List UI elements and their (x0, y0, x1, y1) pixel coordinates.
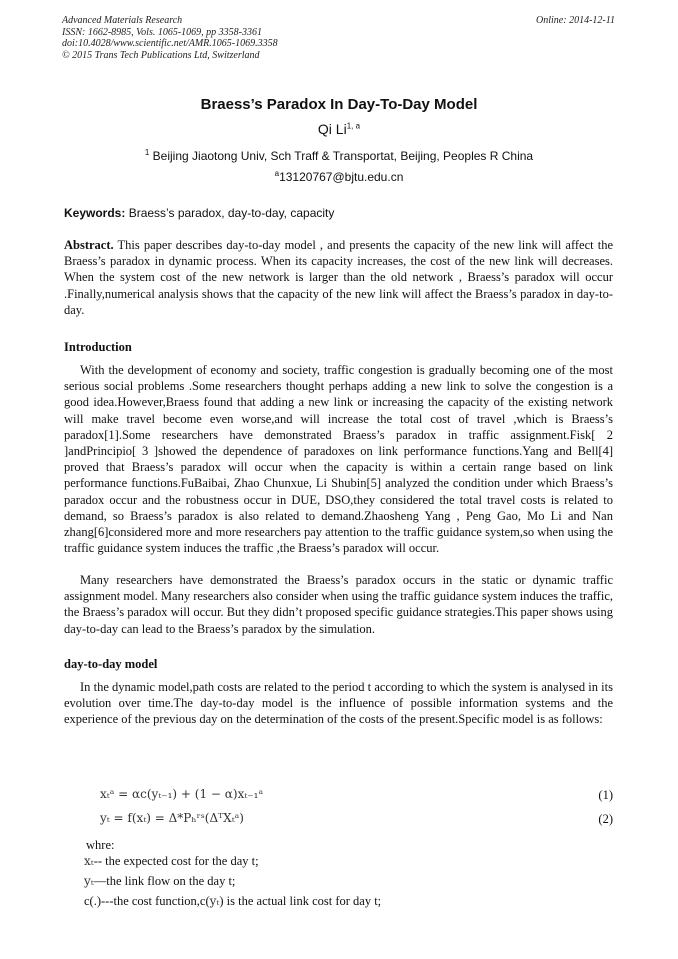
def1-symbol: xₜ (84, 854, 94, 868)
model-paragraph-1: In the dynamic model,path costs are related to the period t according to which the system is analysed in its evolution over time.The day-to-day model is the influence of possible information systems and the experience of the previous day on the determination of the costs of the present.Specific model is as follows: (64, 680, 613, 727)
introduction-heading: Introduction (64, 340, 132, 354)
email-mark: a (274, 169, 280, 178)
abstract-text: This paper describes day-to-day model , and presents the capacity of the new link will affect the Braess’s paradox in dynamic process. When its capacity increases, the cost of the new link will decreases. When the system cost of the new network is larger than the old network , Braess’s paradox will occur .Finally,numerical analysis shows that the capacity of the new link will affect the Braess’s paradox in day-to-day. (64, 238, 614, 317)
email-line (0, 170, 678, 184)
def3-pre: c(.)---the cost function,c( (84, 894, 210, 908)
introduction-paragraph-1: With the development of economy and society, traffic congestion is gradually becoming one of the most serious social problems .Some researchers thought perhaps adding a new link to solve the congestion is a good idea.However,Braess found that adding a new link or increasing the capacity of the existing network will make travel become even worse,and will increase the total cost of travel ,which is Braess’s paradox[1].Some researchers have demonstrated Braess’s paradox in traffic assignment.Fisk[ 2 ]andPrincipio[ 3 ]showed the dependence of paradoxes on link performance functions.Yang and Bell[4] proved that Braess’s paradox will occur when the capacity is within a certain range based on link performance functions.FuBaibai, Zhao Chunxue, Li Shubin[5] analyzed the condition under which Braess’s paradox occur and the robustness occur in DUE, DSO,they considered the total travel costs is related to demand, so Braess’s paradox is also related to demand.Zhaosheng Yang , Peng Gao, Mo Li and Nan zhang[6]considered more and more researchers pay attention to the traffic guidance system,so when using the traffic guidance system induces the traffic ,the Braess’s paradox will occur. (64, 363, 613, 556)
abstract-label: Abstract. (64, 238, 114, 252)
def3-post: ) is the actual link cost for day t; (219, 894, 382, 908)
email-address: 13120767@bjtu.edu.cn (279, 170, 404, 184)
keywords-label: Keywords: (64, 206, 126, 220)
introduction-paragraph-2: Many researchers have demonstrated the Braess’s paradox occurs in the static or dynamic traffic assignment model. Many researchers also consider when using the traffic guidance system induces the traffic, the Braess’s paradox will occur. But they didn’t proposed specific guidance strategies.This paper shows using day-to-day can lead to the Braess’s paradox by the simulation. (64, 573, 613, 636)
keywords (64, 206, 334, 220)
equation-2: yₜ = f(xₜ) = Δ*Pₕʳˢ(ΔᵀXₜᵃ) (100, 811, 244, 825)
def2-text: —the link flow on the day t; (93, 874, 236, 888)
equation-1-number: (1) (598, 788, 613, 802)
definition-3 (84, 894, 381, 909)
def1-text: -- the expected cost for the day t; (93, 854, 259, 868)
affiliation (0, 149, 678, 163)
keywords-text: Braess’s paradox, day-to-day, capacity (128, 206, 335, 220)
definition-2 (84, 874, 235, 889)
def3-symbol: yₜ (209, 894, 220, 908)
equation-2-number: (2) (598, 812, 613, 826)
where-label: whre: (86, 838, 115, 852)
affiliation-mark: 1 (144, 148, 150, 157)
model-heading: day-to-day model (64, 657, 158, 671)
journal-name: Advanced Materials Research (62, 15, 183, 26)
doi: doi:10.4028/www.scientific.net/AMR.1065-1069.3358 (62, 38, 278, 49)
paper-title: Braess’s Paradox In Day-To-Day Model (200, 96, 478, 113)
author-line (0, 121, 678, 137)
equation-1: xₜᵃ = αc(yₜ₋₁) + (1 − α)xₜ₋₁ᵃ (100, 787, 264, 801)
def2-symbol: yₜ (84, 874, 94, 888)
author-name: Qi Li (317, 121, 347, 137)
author-marks: 1, a (346, 121, 361, 131)
affiliation-text: Beijing Jiaotong Univ, Sch Traff & Transportat, Beijing, Peoples R China (152, 149, 534, 163)
definition-1 (84, 854, 259, 869)
journal-header (62, 15, 615, 61)
issn: ISSN: 1662-8985, Vols. 1065-1069, pp 3358-3361 (62, 26, 262, 38)
abstract (64, 237, 613, 318)
copyright: © 2015 Trans Tech Publications Ltd, Switzerland (62, 49, 260, 61)
online-date: Online: 2014-12-11 (536, 15, 615, 26)
